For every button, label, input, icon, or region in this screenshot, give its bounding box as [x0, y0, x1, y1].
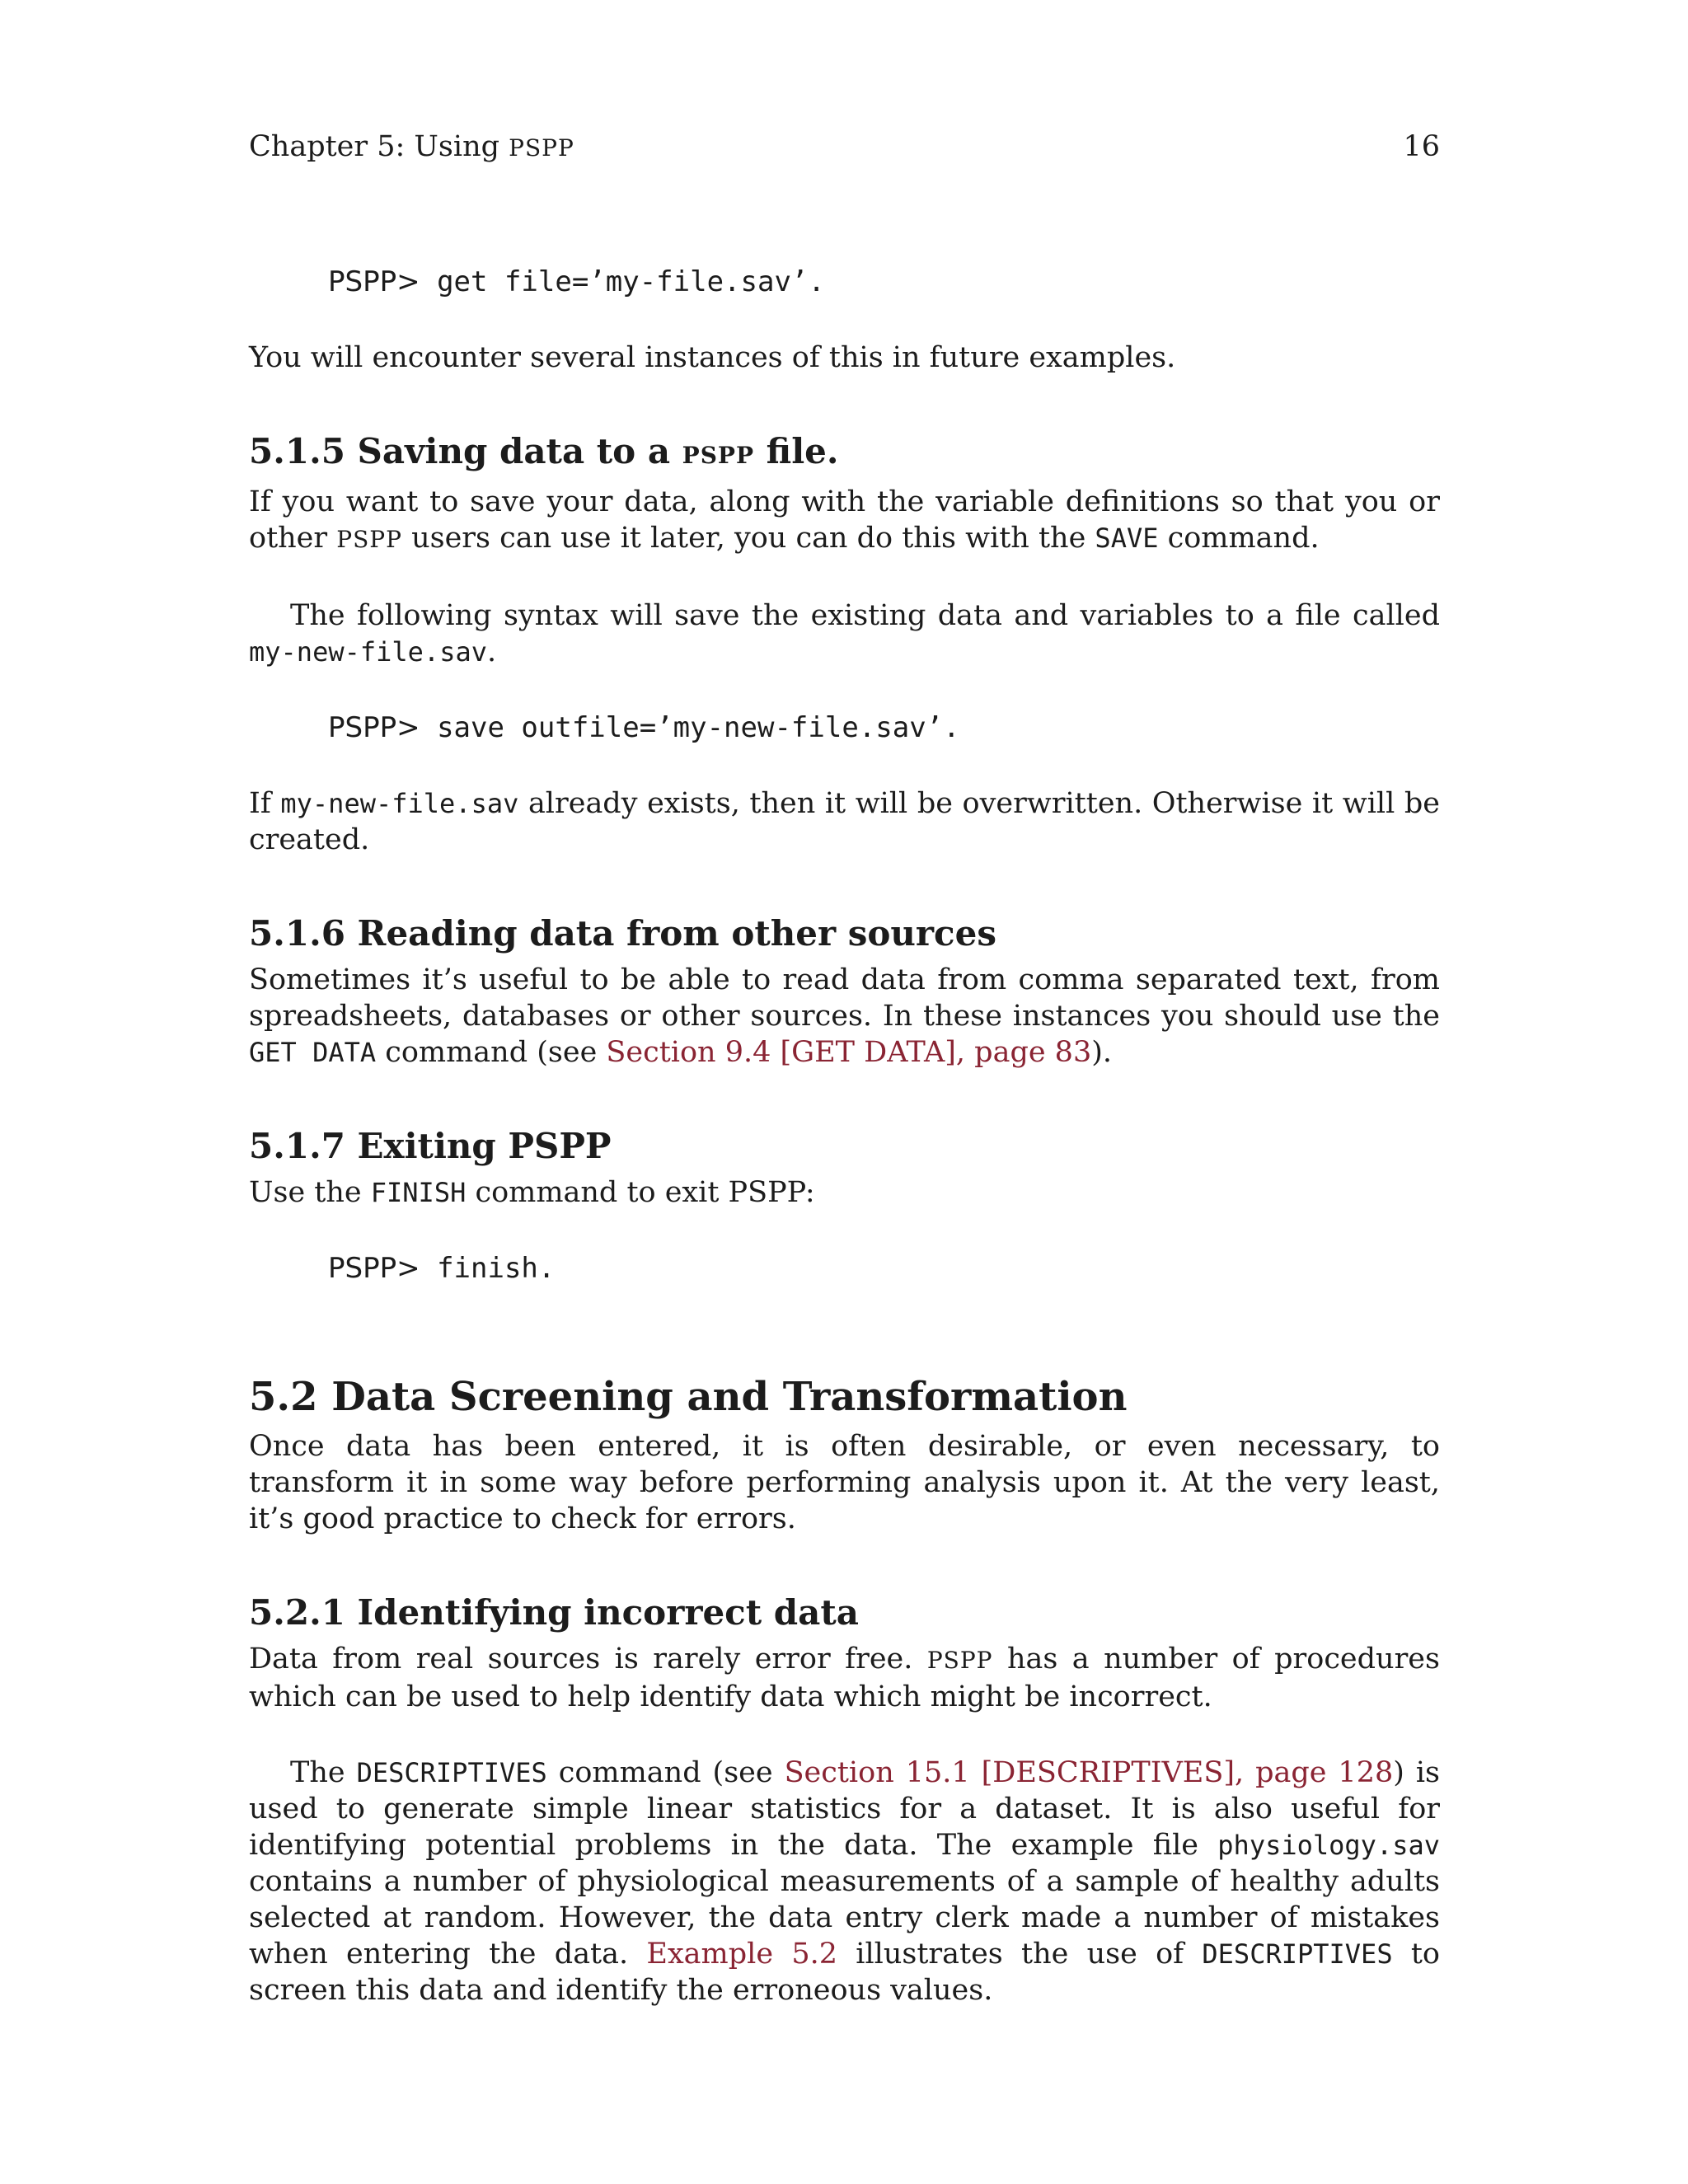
pspp-brand: PSPP: [682, 442, 755, 469]
pspp-brand: PSPP: [336, 526, 402, 553]
chapter-title: Chapter 5: Using PSPP: [249, 130, 574, 163]
paragraph-save-intro: If you want to save your data, along with the variable definitions so that you or other PSPP users can use it later, you can do this with the SAVE command.: [249, 485, 1440, 555]
cross-reference-link-get-data[interactable]: Section 9.4 [GET DATA], page 83: [606, 1036, 1092, 1069]
page-header: [249, 129, 1440, 166]
pspp-brand: PSPP: [926, 1647, 993, 1674]
page-content: [249, 264, 1440, 2008]
code-prompt: PSPP>: [328, 711, 420, 744]
section-heading-5-1-7: 5.1.7 Exiting PSPP: [249, 1126, 612, 1166]
paragraph-other-sources: Sometimes it’s useful to be able to read data from comma separated text, from spreadsheets, databases or other sources. In these instances you should use the GET DATA command (see Section 9.4 [GET DATA], page 83).: [249, 963, 1440, 1069]
inline-code-physiology-file: physiology.sav: [1217, 1830, 1440, 1861]
inline-code-descriptives: DESCRIPTIVES: [1202, 1938, 1393, 1970]
paragraph-descriptives: The DESCRIPTIVES command (see Section 15.1 [DESCRIPTIVES], page 128) is used to generate simple linear statistics for a dataset. It is also useful for identifying potential problems in the data. The example file physiology.sav contains a number of physiological measurements of a sample of healthy adults selected at random. However, the data entry clerk made a number of mistakes when entering the data. Example 5.2 illustrates the use of DESCRIPTIVES to screen this data and identify the erroneous values.: [249, 1756, 1441, 2007]
inline-code-descriptives: DESCRIPTIVES: [356, 1757, 547, 1788]
inline-code-filename: my-new-file.sav: [249, 636, 487, 668]
inline-code-filename: my-new-file.sav: [280, 788, 519, 819]
section-heading-5-2: 5.2 Data Screening and Transformation: [249, 1374, 1128, 1420]
code-example-save: [249, 710, 1440, 746]
code-prompt: PSPP>: [328, 265, 420, 298]
section-heading-5-1-5: 5.1.5 Saving data to a PSPP file.: [249, 431, 839, 471]
code-example-finish: [249, 1250, 1440, 1286]
page-number: 16: [1403, 130, 1440, 163]
code-command: save outfile=’my-new-file.sav’.: [420, 711, 960, 744]
section-heading-5-1-6: 5.1.6 Reading data from other sources: [249, 913, 996, 954]
cross-reference-link-descriptives[interactable]: Section 15.1 [DESCRIPTIVES], page 128: [784, 1756, 1394, 1789]
inline-code-get-data: GET DATA: [249, 1037, 377, 1068]
inline-code-save: SAVE: [1095, 523, 1159, 554]
paragraph-once-entered: Once data has been entered, it is often desirable, or even necessary, to transform it in some way before performing analysis upon it. At the very least, it’s good practice to check for errors.: [249, 1430, 1440, 1535]
paragraph-real-sources: Data from real sources is rarely error free. PSPP has a number of procedures which can be used to help identify data which might be incorrect.: [249, 1643, 1440, 1713]
code-prompt: PSPP>: [328, 1252, 420, 1285]
paragraph-exiting: Use the FINISH command to exit PSPP:: [249, 1176, 815, 1209]
paragraph-overwrite: If my-new-file.sav already exists, then it will be overwritten. Otherwise it will be created.: [249, 787, 1441, 856]
paragraph-encounter: You will encounter several instances of this in future examples.: [249, 341, 1176, 374]
inline-code-finish: FINISH: [370, 1177, 467, 1208]
section-heading-5-2-1: 5.2.1 Identifying incorrect data: [249, 1592, 859, 1633]
code-example-get: [249, 264, 1440, 300]
pspp-brand: PSPP: [509, 134, 574, 162]
code-command: finish.: [420, 1252, 556, 1285]
paragraph-following-syntax: The following syntax will save the existing data and variables to a file called my-new-file.sav.: [249, 599, 1440, 668]
cross-reference-link-example[interactable]: Example 5.2: [646, 1938, 837, 1971]
code-command: get file=’my-file.sav’.: [420, 265, 825, 298]
